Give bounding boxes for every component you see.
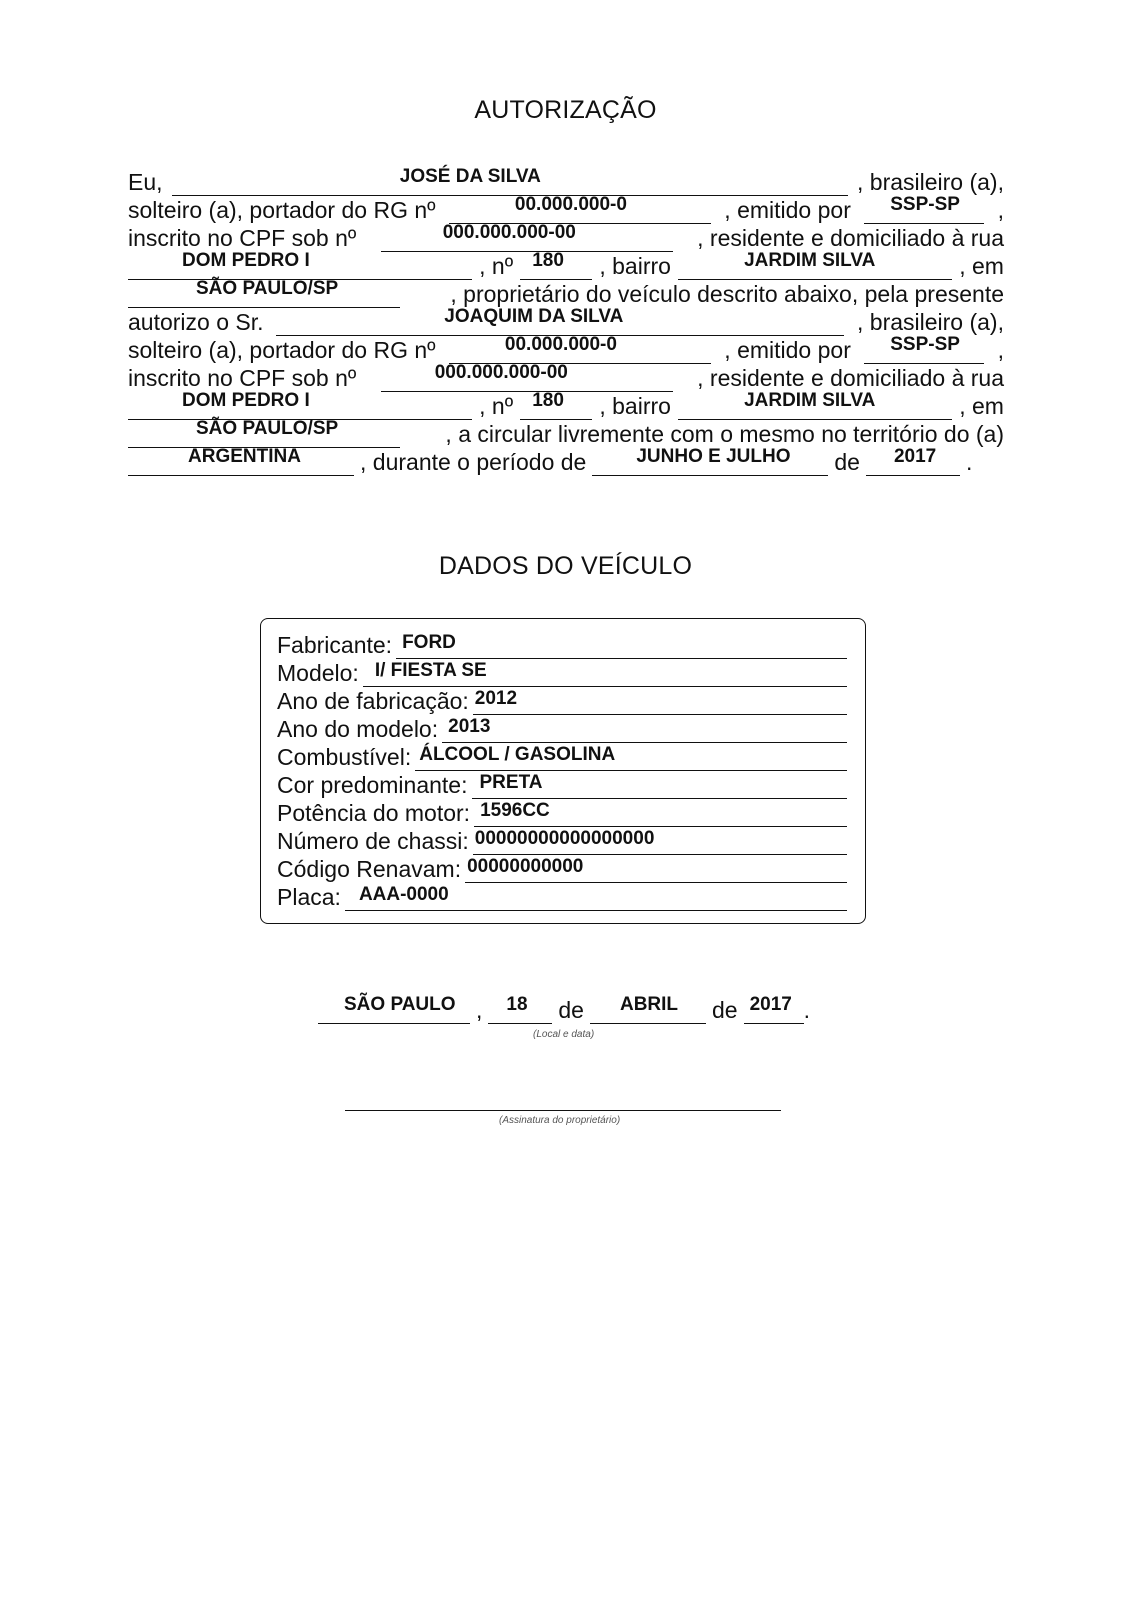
vehicle-label: Combustível:: [277, 744, 412, 770]
place-date-line: [318, 996, 818, 1024]
authorized-district-value: JARDIM SILVA: [744, 390, 876, 411]
owner-cpf-label: inscrito no CPF sob nº: [128, 225, 357, 251]
period-value: JUNHO E JULHO: [636, 446, 791, 467]
owner-address-line: [128, 252, 1004, 280]
owner-cpf-line: [128, 224, 1004, 252]
vehicle-label: Ano de fabricação:: [277, 688, 469, 714]
owner-rg-field: [449, 194, 711, 224]
vehicle-label: Modelo:: [277, 660, 359, 686]
country-field: [128, 446, 354, 476]
owner-district-field: [678, 250, 952, 280]
owner-district-label: , bairro: [599, 253, 671, 279]
authorized-circulate-text: , a circular livremente com o mesmo no território do (a): [445, 421, 1004, 447]
authorized-number-label: , nº: [479, 393, 514, 419]
owner-issuer-label: , emitido por: [724, 197, 851, 223]
vehicle-row-ano-fabricacao: [277, 687, 847, 715]
vehicle-row-combustivel: [277, 743, 847, 771]
vehicle-field: [345, 884, 847, 911]
period-year-value: 2017: [893, 446, 937, 467]
period-year-field: [866, 446, 960, 476]
vehicle-label: Placa:: [277, 884, 341, 910]
vehicle-value: 00000000000000000: [474, 828, 655, 849]
vehicle-label: Número de chassi:: [277, 828, 469, 854]
vehicle-value: ÁLCOOL / GASOLINA: [419, 744, 616, 765]
vehicle-label: Cor predominante:: [277, 772, 468, 798]
authorized-intro-text: autorizo o Sr.: [128, 309, 264, 335]
authorized-rg-field: [449, 334, 711, 364]
vehicle-value: AAA-0000: [358, 884, 449, 905]
vehicle-value: 1596CC: [480, 800, 550, 821]
month-de-text: de: [711, 997, 738, 1023]
owner-number-field: [520, 250, 592, 280]
vehicle-row-placa: [277, 883, 847, 911]
owner-intro-text: Eu,: [128, 169, 163, 195]
authorized-name-line: [128, 308, 1004, 336]
authorized-issuer-comma: ,: [997, 337, 1004, 363]
owner-number-value: 180: [532, 250, 564, 271]
authorized-city-field: [128, 418, 400, 448]
authorized-street-field: [128, 390, 472, 420]
vehicle-data-box: [260, 618, 866, 924]
authorized-cpf-label: inscrito no CPF sob nº: [128, 365, 357, 391]
authorized-city-label: , em: [959, 393, 1004, 419]
vehicle-row-fabricante: [277, 631, 847, 659]
owner-city-line: [128, 280, 1004, 308]
signature-line: [345, 1110, 781, 1111]
vehicle-field: [472, 772, 848, 799]
vehicle-row-potencia: [277, 799, 847, 827]
vehicle-field: [474, 800, 847, 827]
vehicle-value: FORD: [402, 632, 456, 653]
place-date-caption: (Local e data): [533, 1029, 595, 1040]
vehicle-value: I/ FIESTA SE: [374, 660, 487, 681]
place-value: SÃO PAULO: [344, 994, 456, 1015]
vehicle-row-modelo: [277, 659, 847, 687]
authorized-number-field: [520, 390, 592, 420]
period-field: [592, 446, 828, 476]
owner-city-label: , em: [959, 253, 1004, 279]
owner-residence-text: , residente e domiciliado à rua: [697, 225, 1004, 251]
owner-district-value: JARDIM SILVA: [744, 250, 876, 271]
authorized-rg-value: 00.000.000-0: [504, 334, 617, 355]
owner-rg-value: 00.000.000-0: [514, 194, 627, 215]
signature-caption: (Assinatura do proprietário): [499, 1115, 621, 1126]
period-end: .: [965, 449, 973, 475]
owner-rg-line: [128, 196, 1004, 224]
period-year-label: de: [834, 449, 860, 475]
owner-name-value: JOSÉ DA SILVA: [399, 166, 541, 187]
vehicle-value: 00000000000: [467, 856, 584, 877]
vehicle-value: PRETA: [479, 772, 543, 793]
owner-street-value: DOM PEDRO I: [182, 250, 310, 271]
country-value: ARGENTINA: [188, 446, 301, 467]
month-field: [590, 994, 706, 1024]
authorized-district-label: , bairro: [599, 393, 671, 419]
vehicle-field: [473, 688, 847, 715]
date-year-value: 2017: [749, 994, 792, 1015]
authorized-district-field: [678, 390, 952, 420]
authorized-issuer-label: , emitido por: [724, 337, 851, 363]
authorized-cpf-line: [128, 364, 1004, 392]
vehicle-field: [396, 632, 847, 659]
vehicle-label: Potência do motor:: [277, 800, 471, 826]
day-value: 18: [506, 994, 528, 1015]
date-end: .: [803, 997, 810, 1023]
vehicle-row-cor: [277, 771, 847, 799]
authorized-rg-label: solteiro (a), portador do RG nº: [128, 337, 436, 363]
owner-street-field: [128, 250, 472, 280]
vehicle-section-title: DADOS DO VEÍCULO: [438, 552, 693, 580]
authorized-period-line: [128, 448, 1004, 476]
authorized-cpf-value: 000.000.000-00: [434, 362, 568, 383]
day-field: [488, 994, 552, 1024]
authorized-nationality-text: , brasileiro (a),: [857, 309, 1004, 335]
owner-nationality-text: , brasileiro (a),: [857, 169, 1004, 195]
vehicle-field: [415, 744, 847, 771]
vehicle-row-chassi: [277, 827, 847, 855]
date-year-field: [744, 994, 804, 1024]
owner-name-field: [172, 166, 848, 196]
authorized-cpf-field: [381, 362, 673, 392]
vehicle-row-renavam: [277, 855, 847, 883]
authorized-city-line: [128, 420, 1004, 448]
authorized-city-value: SÃO PAULO/SP: [196, 418, 339, 439]
authorized-number-value: 180: [532, 390, 564, 411]
owner-number-label: , nº: [479, 253, 514, 279]
vehicle-field: [465, 856, 847, 883]
vehicle-value: 2012: [474, 688, 518, 709]
document-title: AUTORIZAÇÃO: [474, 96, 657, 124]
authorized-street-value: DOM PEDRO I: [182, 390, 310, 411]
vehicle-field: [473, 828, 847, 855]
owner-statement-text: , proprietário do veículo descrito abaixo, pela presente: [450, 281, 1004, 307]
owner-cpf-value: 000.000.000-00: [442, 222, 576, 243]
owner-issuer-field: [864, 194, 984, 224]
authorized-address-line: [128, 392, 1004, 420]
authorized-issuer-value: SSP-SP: [890, 334, 960, 355]
vehicle-row-ano-modelo: [277, 715, 847, 743]
day-de-text: de: [558, 997, 584, 1023]
vehicle-label: Código Renavam:: [277, 856, 462, 882]
authorized-residence-text: , residente e domiciliado à rua: [697, 365, 1004, 391]
authorized-issuer-field: [864, 334, 984, 364]
owner-rg-label: solteiro (a), portador do RG nº: [128, 197, 436, 223]
period-label: , durante o período de: [360, 449, 587, 475]
vehicle-label: Ano do modelo:: [277, 716, 439, 742]
owner-issuer-value: SSP-SP: [890, 194, 960, 215]
owner-cpf-field: [381, 222, 673, 252]
authorized-name-value: JOAQUIM DA SILVA: [444, 306, 624, 327]
vehicle-field: [442, 716, 847, 743]
vehicle-field: [363, 660, 847, 687]
owner-issuer-comma: ,: [997, 197, 1004, 223]
authorized-rg-line: [128, 336, 1004, 364]
authorized-name-field: [276, 306, 844, 336]
vehicle-value: 2013: [448, 716, 491, 737]
place-field: [318, 994, 470, 1024]
month-value: ABRIL: [619, 994, 679, 1015]
place-comma: ,: [476, 997, 483, 1023]
owner-name-line: [128, 168, 1004, 196]
owner-city-field: [128, 278, 400, 308]
vehicle-label: Fabricante:: [277, 632, 393, 658]
owner-city-value: SÃO PAULO/SP: [196, 278, 339, 299]
